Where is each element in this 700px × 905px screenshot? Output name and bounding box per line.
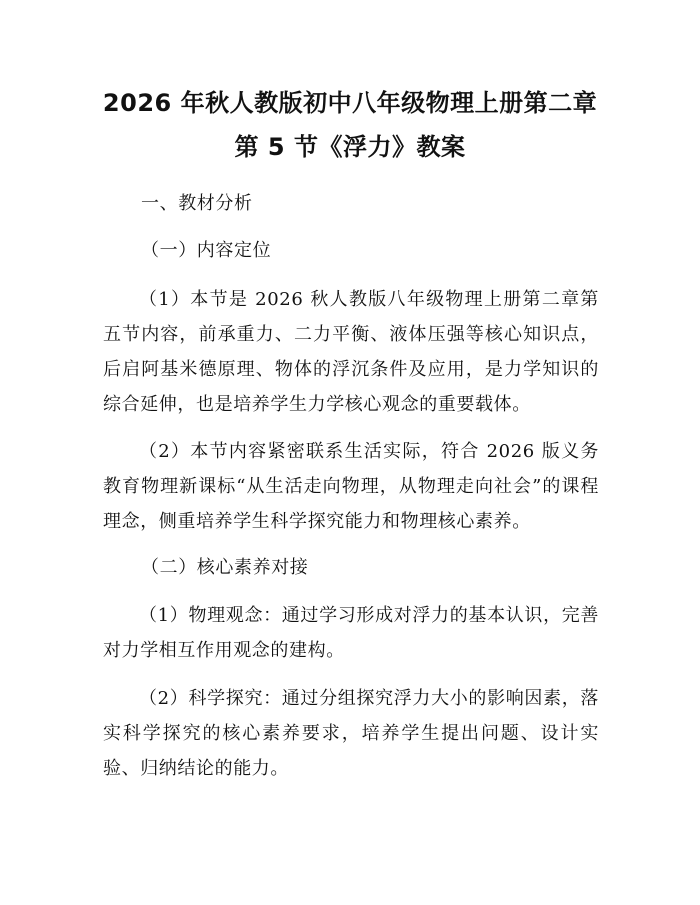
paragraph-scientific-inquiry: （2）科学探究：通过分组探究浮力大小的影响因素，落实科学探究的核心素养要求，培养学生提出问题、设计实验、归纳结论的能力。	[103, 688, 599, 779]
paragraph-content-positioning-2: （2）本节内容紧密联系生活实际，符合 2026 版义务教育物理新课标“从生活走向物理，从物理走向社会”的课程理念，侧重培养学生科学探究能力和物理核心素养。	[103, 441, 599, 532]
paragraph-content-positioning-1: （1）本节是 2026 秋人教版八年级物理上册第二章第五节内容，前承重力、二力平衡、液体压强等核心知识点，后启阿基米德原理、物体的浮沉条件及应用，是力学知识的综合延伸，也是培养学生力学核心观念的重要载体。	[103, 289, 599, 415]
subsection-heading-core-literacy: （二）核心素养对接	[141, 557, 309, 578]
subsection-heading-content-positioning: （一）内容定位	[141, 240, 272, 261]
paragraph-physics-concept: （1）物理观念：通过学习形成对浮力的基本认识，完善对力学相互作用观念的建构。	[103, 605, 599, 661]
document-title-line-2: 第 5 节《浮力》教案	[234, 133, 466, 161]
section-heading-textbook-analysis: 一、教材分析	[141, 193, 253, 214]
document-title-line-1: 2026 年秋人教版初中八年级物理上册第二章	[102, 89, 598, 117]
